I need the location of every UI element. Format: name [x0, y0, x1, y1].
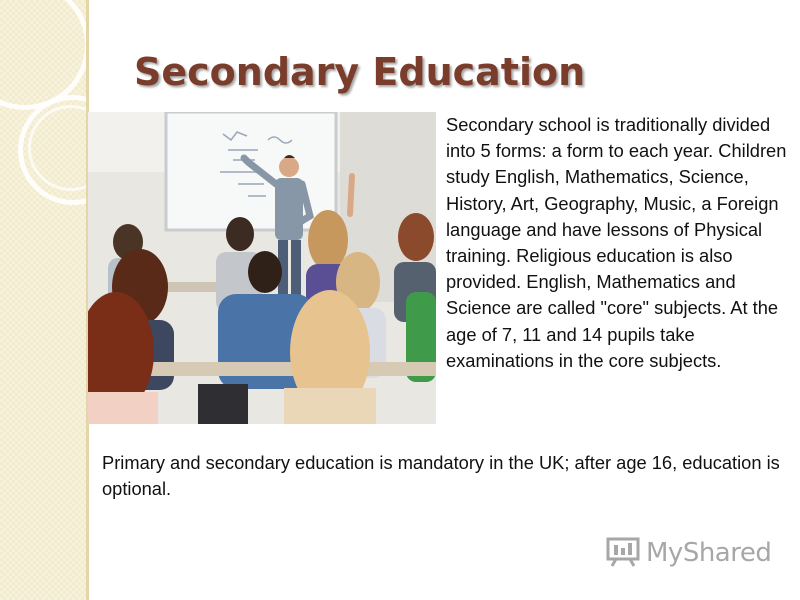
presentation-board-icon [606, 535, 640, 572]
watermark-logo [606, 536, 771, 570]
body-paragraph: Secondary school is traditionally divided into 5 forms: a form to each year. Children study English, Mathematics, Science, History, Art, Geography, Music, a Foreign language and have lessons of Physical training. Religious education is also provided. English, Mathematics and Science are called "core" subjects. At the age of 7, 11 and 14 pupils take examinations in the core subjects. [446, 114, 787, 371]
bottom-paragraph: Primary and secondary education is mandatory in the UK; after age 16, education is optional. [102, 452, 780, 499]
decorative-ring [0, 0, 90, 110]
decorative-side-strip [0, 0, 88, 600]
slide-title: Secondary Education [134, 50, 586, 94]
watermark-text: MyShared [646, 538, 772, 568]
classroom-photo [88, 112, 436, 424]
